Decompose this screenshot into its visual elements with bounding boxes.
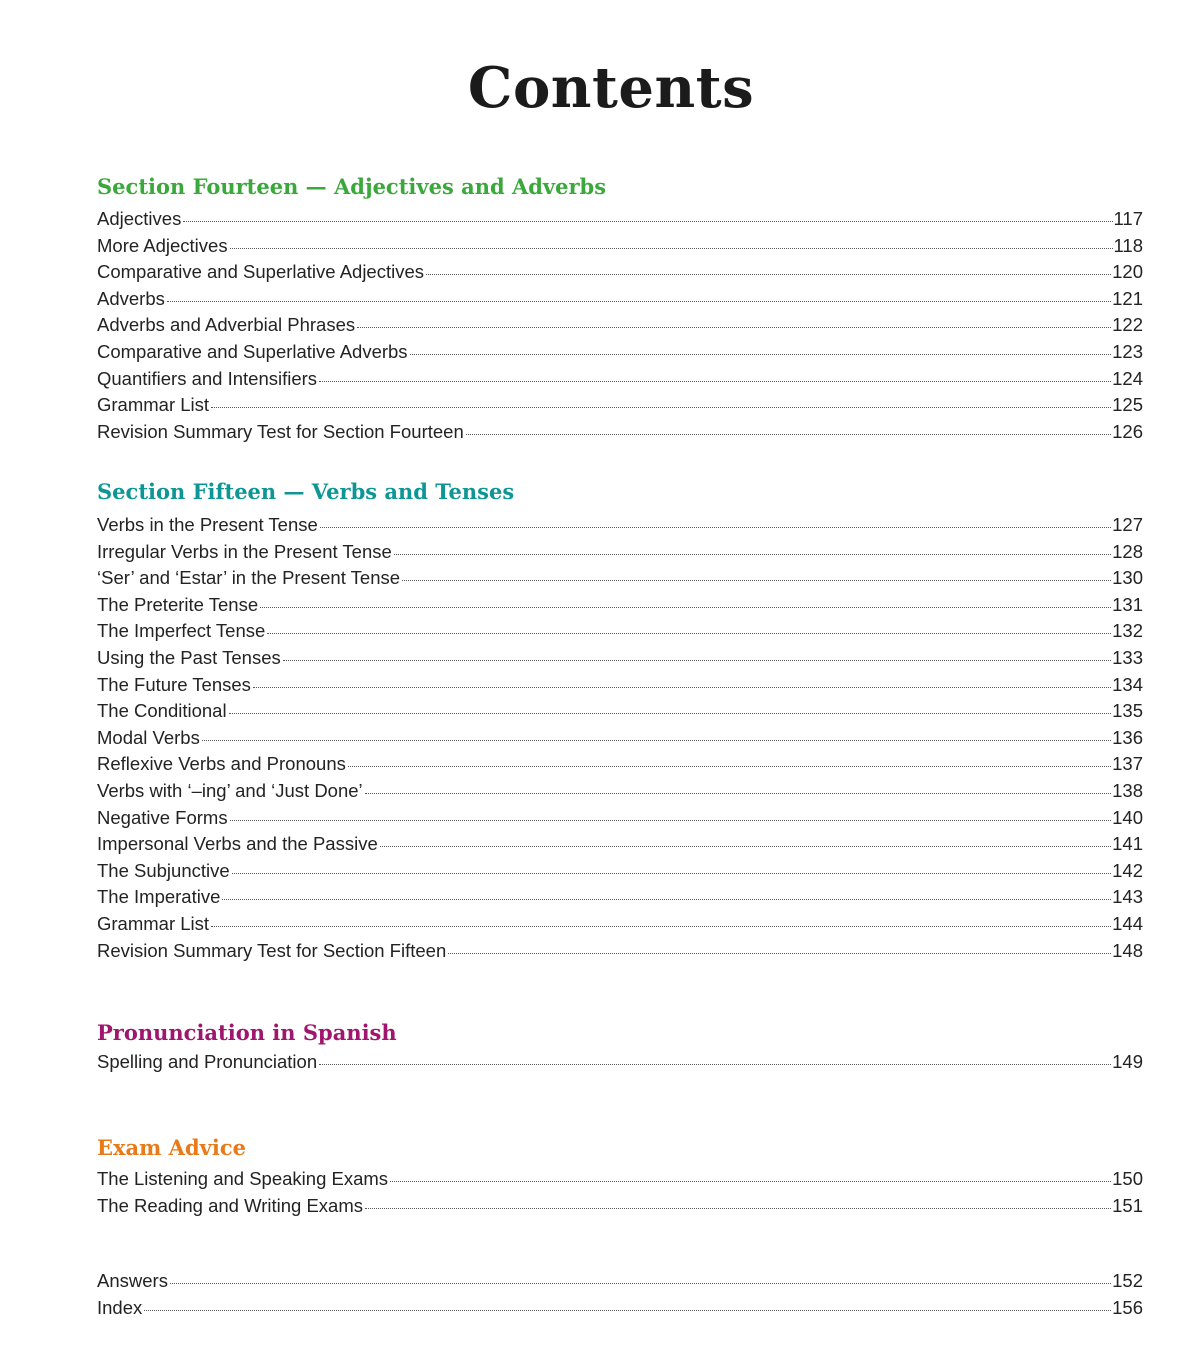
entry-title: The Imperfect Tense — [97, 620, 266, 642]
dot-leader — [183, 221, 1112, 222]
page-number: 148 — [1112, 939, 1143, 961]
dot-leader — [229, 713, 1112, 714]
toc-entry[interactable] — [97, 753, 1143, 780]
dot-leader — [357, 327, 1111, 328]
page-number: 122 — [1112, 314, 1143, 336]
entry-title: Adverbs and Adverbial Phrases — [97, 314, 356, 336]
toc-entry[interactable] — [97, 235, 1143, 262]
dot-leader — [365, 1208, 1111, 1209]
toc-entry[interactable] — [97, 913, 1143, 940]
toc-entry[interactable] — [97, 1168, 1143, 1195]
toc-entry[interactable] — [97, 368, 1143, 395]
toc-entry[interactable] — [97, 674, 1143, 701]
page-number: 151 — [1112, 1194, 1143, 1216]
dot-leader — [253, 687, 1111, 688]
dot-leader — [365, 793, 1111, 794]
dot-leader — [167, 301, 1111, 302]
page-number: 118 — [1113, 234, 1143, 256]
toc-list — [97, 1051, 1143, 1078]
section-pronunciation — [97, 1018, 1143, 1078]
toc-list — [97, 514, 1143, 966]
dot-leader — [466, 434, 1111, 435]
section-back-matter — [97, 1270, 1143, 1323]
page-number: 131 — [1112, 593, 1143, 615]
toc-entry[interactable] — [97, 1270, 1143, 1297]
toc-entry[interactable] — [97, 514, 1143, 541]
toc-entry[interactable] — [97, 1051, 1143, 1078]
dot-leader — [320, 527, 1111, 528]
entry-title: Reflexive Verbs and Pronouns — [97, 753, 346, 775]
toc-entry[interactable] — [97, 860, 1143, 887]
dot-leader — [426, 274, 1111, 275]
page-title: Contents — [467, 55, 755, 121]
page-number: 126 — [1112, 420, 1143, 442]
entry-title: Grammar List — [97, 394, 210, 416]
page-number: 156 — [1112, 1296, 1143, 1318]
page-number: 134 — [1112, 673, 1143, 695]
entry-title: Adjectives — [97, 208, 182, 229]
page-number: 152 — [1112, 1270, 1143, 1291]
page-number: 142 — [1112, 859, 1143, 881]
entry-title: Revision Summary Test for Section Fifteen — [97, 939, 447, 961]
entry-title: Verbs with ‘–ing’ and ‘Just Done’ — [97, 779, 363, 801]
dot-leader — [232, 873, 1111, 874]
page-number: 121 — [1112, 287, 1143, 309]
toc-entry[interactable] — [97, 394, 1143, 421]
page-number: 130 — [1112, 567, 1143, 589]
toc-entry[interactable] — [97, 1297, 1143, 1324]
toc-list — [97, 1270, 1143, 1323]
page-number: 141 — [1112, 833, 1143, 855]
dot-leader — [260, 607, 1111, 608]
page-number: 124 — [1112, 367, 1143, 389]
page-number: 125 — [1112, 394, 1143, 416]
page-number: 138 — [1112, 779, 1143, 801]
entry-title: ‘Ser’ and ‘Estar’ in the Present Tense — [97, 567, 401, 589]
toc-entry[interactable] — [97, 594, 1143, 621]
entry-title: Adverbs — [97, 287, 165, 309]
entry-title: Answers — [97, 1270, 168, 1291]
dot-leader — [230, 248, 1113, 249]
toc-entry[interactable] — [97, 833, 1143, 860]
entry-title: The Imperative — [97, 886, 221, 908]
dot-leader — [319, 1064, 1111, 1065]
entry-title: Comparative and Superlative Adjectives — [97, 261, 425, 283]
dot-leader — [448, 953, 1111, 954]
page-number: 135 — [1112, 700, 1143, 722]
toc-entry[interactable] — [97, 700, 1143, 727]
entry-title: Impersonal Verbs and the Passive — [97, 833, 378, 855]
toc-entry[interactable] — [97, 288, 1143, 315]
dot-leader — [283, 660, 1111, 661]
entry-title: Using the Past Tenses — [97, 646, 281, 668]
toc-entry[interactable] — [97, 314, 1143, 341]
entry-title: Irregular Verbs in the Present Tense — [97, 540, 392, 562]
dot-leader — [267, 633, 1111, 634]
toc-entry[interactable] — [97, 886, 1143, 913]
dot-leader — [348, 766, 1111, 767]
toc-entry[interactable] — [97, 1195, 1143, 1222]
toc-entry[interactable] — [97, 421, 1143, 448]
dot-leader — [394, 554, 1111, 555]
dot-leader — [170, 1283, 1111, 1284]
toc-entry[interactable] — [97, 940, 1143, 967]
section-heading: Pronunciation in Spanish — [97, 1020, 397, 1045]
dot-leader — [410, 354, 1112, 355]
section-heading: Exam Advice — [97, 1135, 246, 1160]
toc-entry[interactable] — [97, 807, 1143, 834]
toc-entry[interactable] — [97, 780, 1143, 807]
entry-title: Quantifiers and Intensifiers — [97, 367, 318, 389]
page-number: 120 — [1112, 261, 1143, 283]
page-number: 128 — [1112, 540, 1143, 562]
page-number: 123 — [1112, 340, 1143, 362]
section-exam-advice — [97, 1133, 1143, 1221]
page-number: 133 — [1112, 646, 1143, 668]
section-heading: Section Fifteen — Verbs and Tenses — [97, 479, 515, 504]
dot-leader — [144, 1310, 1111, 1311]
dot-leader — [390, 1181, 1111, 1182]
toc-entry[interactable] — [97, 261, 1143, 288]
dot-leader — [230, 820, 1112, 821]
section-fourteen-adjectives-adverbs — [97, 172, 1143, 447]
dot-leader — [319, 381, 1111, 382]
toc-entry[interactable] — [97, 727, 1143, 754]
section-heading: Section Fourteen — Adjectives and Adverbs — [97, 174, 607, 199]
page-number: 136 — [1112, 726, 1143, 748]
entry-title: Index — [97, 1296, 143, 1318]
toc-entry[interactable] — [97, 567, 1143, 594]
page-number: 150 — [1112, 1168, 1143, 1189]
page-number: 137 — [1112, 753, 1143, 775]
toc-entry[interactable] — [97, 208, 1143, 235]
page-number: 144 — [1112, 912, 1143, 934]
entry-title: More Adjectives — [97, 234, 228, 256]
entry-title: Grammar List — [97, 912, 210, 934]
entry-title: The Listening and Speaking Exams — [97, 1168, 389, 1189]
page-number: 132 — [1112, 620, 1143, 642]
section-fifteen-verbs-tenses — [97, 477, 1143, 966]
page-number: 149 — [1112, 1051, 1143, 1072]
entry-title: The Subjunctive — [97, 859, 230, 881]
entry-title: The Preterite Tense — [97, 593, 259, 615]
entry-title: The Conditional — [97, 700, 227, 722]
entry-title: Modal Verbs — [97, 726, 200, 748]
entry-title: Spelling and Pronunciation — [97, 1051, 318, 1072]
entry-title: The Future Tenses — [97, 673, 251, 695]
toc-entry[interactable] — [97, 620, 1143, 647]
entry-title: Comparative and Superlative Adverbs — [97, 340, 408, 362]
page-number: 127 — [1112, 514, 1143, 535]
dot-leader — [202, 740, 1111, 741]
page-number: 140 — [1112, 806, 1143, 828]
toc-list — [97, 1168, 1143, 1221]
dot-leader — [222, 899, 1111, 900]
dot-leader — [211, 407, 1111, 408]
entry-title: Verbs in the Present Tense — [97, 514, 318, 535]
entry-title: The Reading and Writing Exams — [97, 1194, 363, 1216]
dot-leader — [402, 580, 1111, 581]
entry-title: Negative Forms — [97, 806, 228, 828]
toc-entry[interactable] — [97, 341, 1143, 368]
entry-title: Revision Summary Test for Section Fourteen — [97, 420, 464, 442]
toc-entry[interactable] — [97, 647, 1143, 674]
toc-entry[interactable] — [97, 541, 1143, 568]
page-number: 143 — [1112, 886, 1143, 908]
page-number: 117 — [1113, 208, 1143, 229]
dot-leader — [380, 846, 1111, 847]
toc-list — [97, 208, 1143, 447]
dot-leader — [211, 926, 1111, 927]
